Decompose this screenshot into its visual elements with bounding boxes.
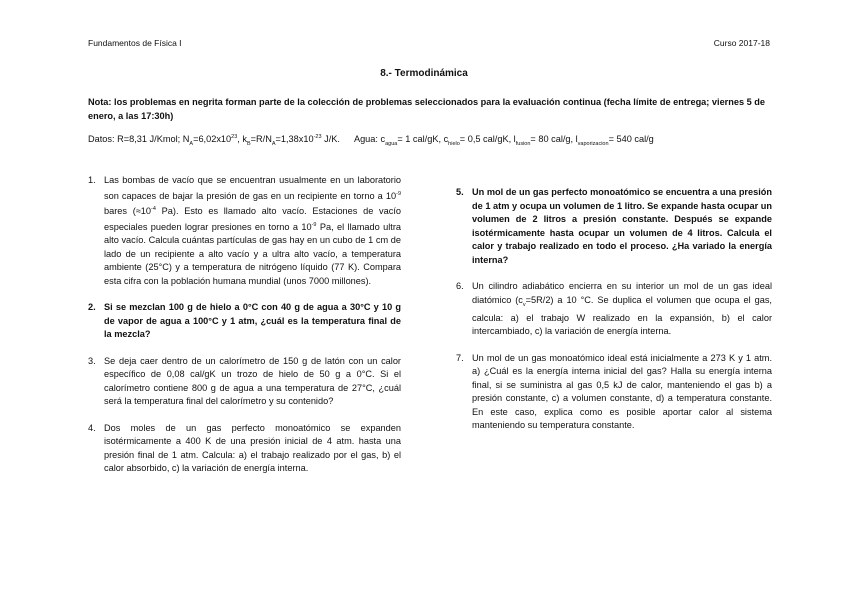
problem-1-text-c: Pa). Esto es llamado alto vacío. Estaciones de vacío especiales pueden lograr presiones en torno a 10 — [104, 206, 401, 232]
problem-number: 7. — [456, 352, 464, 363]
separator: , — [237, 134, 240, 145]
datos-label: Datos: — [88, 134, 115, 145]
boltzmann-symbol: k — [242, 134, 247, 145]
problem-1-text-a: Las bombas de vacío que se encuentran usualmente en un laboratorio son capaces de bajar la presión de gas en un recipiente en torno a 10 — [104, 175, 401, 201]
avogadro-exp: 23 — [231, 134, 238, 140]
problem-text — [104, 174, 401, 288]
boltzmann-sub: B — [246, 140, 251, 147]
problem-5 — [456, 186, 772, 267]
water-sub: agua — [385, 140, 398, 147]
problem-1 — [88, 174, 401, 288]
fusion-sub: fusion — [515, 140, 531, 147]
water-heat-label: Agua: c — [353, 134, 386, 145]
problem-6-sub: v — [522, 301, 526, 308]
problem-number: 5. — [456, 187, 464, 197]
fusion-heat-value: = 80 cal/g, l — [530, 134, 578, 145]
gas-constant: R=8,31 J/Kmol; — [117, 134, 181, 145]
left-column — [88, 174, 401, 489]
problem-number: 4. — [88, 422, 96, 433]
problem-text: Un mol de un gas monoatómico ideal está inicialmente a 273 K y 1 atm. a) ¿Cuál es la energía interna inicial del gas? Halla su energía interna final, si se suministra al gas 0,5 kJ de calor, manteniendo el gas b) a presión constante, c) a volumen constante, d) a temperatura constante. En este caso, explica como es posible aportar calor al sistema manteniendo su temperatura constante. — [472, 352, 772, 431]
problem-1-text-b: bares (≈10 — [104, 206, 152, 217]
problem-3 — [88, 355, 401, 409]
problem-number: 3. — [88, 355, 96, 366]
problem-1-exp-c: -9 — [311, 221, 317, 228]
problem-6-text-a: Un cilindro adiabático encierra en su interior un mol de un gas ideal diatómico (c — [472, 281, 772, 305]
problem-text: Dos moles de un gas perfecto monoatómico se expanden isotérmicamente a 400 K de una presión inicial de 4 atm. hasta una presión final de 1 atm. Calcula: a) el trabajo realizado por el gas, b) el calor absorbido, c) la variación de energía interna. — [104, 422, 401, 474]
boltzmann-eq: =R/N — [250, 134, 272, 145]
header-academic-year: Curso 2017-18 — [713, 38, 770, 48]
boltzmann-unit: J/K. — [324, 134, 340, 145]
problem-7 — [456, 352, 772, 433]
problem-1-text-d: Pa, el llamado ultra alto vacío. Calcula cuántas partículas de gas hay en un cubo de 1 cm de lado de un recipiente a alto vacío y a ultra alto vacío, a temperatura ambiente (25°C) y a temperatura de nitrógeno líquido (77 K). Compara esta cifra con la población humana mundial (unos 7000 millones). — [104, 221, 401, 286]
boltzmann-sub2: A — [271, 140, 276, 147]
problem-2 — [88, 301, 401, 342]
problem-4 — [88, 422, 401, 476]
water-heat-value: = 1 cal/gK, c — [397, 134, 449, 145]
data-constants-line — [88, 134, 788, 147]
page-title: 8.- Termodinámica — [380, 68, 468, 79]
ice-sub: hielo — [448, 140, 460, 147]
problem-6-text-b: =5R/2) a 10 °C. Se duplica el volumen que ocupa el gas, calcula: a) el trabajo W realizado en la expansión, b) el calor intercambiado, c) la variación de energía interna. — [472, 294, 772, 337]
header-course-title: Fundamentos de Física I — [88, 38, 182, 48]
problem-text: Un mol de un gas perfecto monoatómico se encuentra a una presión de 1 atm y ocupa un volumen de 1 litro. Se expande hasta ocupar un volumen de 2 litros a presión constante. Después se expande isotérmicamente hasta ocupar un volumen de 4 litros. Calcula el calor y trabajo realizado en todo el proceso. ¿Ha variado la energía interna? — [472, 187, 772, 265]
problem-text: Se deja caer dentro de un calorímetro de 150 g de latón con un calor específico de 0,08 cal/gK un trozo de hielo de 50 g a 0°C. Si el calorímetro contiene 800 g de agua a una temperatura de 27°C, ¿cuál será la temperatura final del calorímetro y su contenido? — [104, 355, 401, 407]
avogadro-value: =6,02x10 — [193, 134, 232, 145]
boltzmann-exp: -23 — [313, 134, 322, 140]
vaporization-heat-value: = 540 cal/g — [608, 134, 654, 145]
problem-number: 6. — [456, 281, 464, 291]
problem-number: 2. — [88, 302, 96, 313]
problem-text — [472, 280, 772, 339]
avogadro-symbol: N — [182, 134, 190, 145]
boltzmann-value: =1,38x10 — [275, 134, 314, 145]
right-column — [456, 186, 772, 446]
problem-number: 1. — [88, 175, 96, 185]
problem-6 — [456, 280, 772, 339]
problem-1-exp-a: -9 — [396, 190, 401, 197]
note-paragraph: Nota: los problemas en negrita forman parte de la colección de problemas seleccionados para la evaluación continua (fecha límite de entrega; viernes 5 de enero, a las 17:30h) — [88, 97, 766, 121]
avogadro-sub: A — [189, 140, 194, 147]
problem-text: Si se mezclan 100 g de hielo a 0°C con 40 g de agua a 30°C y 10 g de vapor de agua a 100°C y 1 atm, ¿cuál es la temperatura final de la mezcla? — [104, 302, 401, 340]
ice-heat-value: = 0,5 cal/gK, l — [459, 134, 516, 145]
vaporization-sub: vaporizacion — [577, 140, 609, 147]
problem-1-exp-b: -4 — [151, 206, 156, 213]
